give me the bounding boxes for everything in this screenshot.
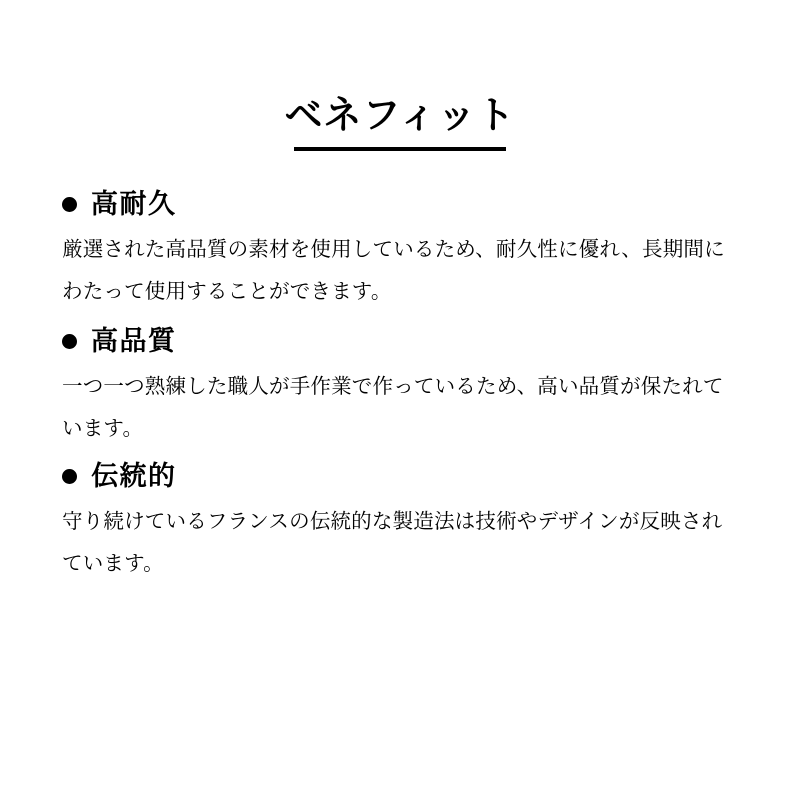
section-heading-label-1: 高耐久: [91, 188, 177, 220]
section-heading-1: [60, 187, 740, 222]
benefit-section-2: [60, 324, 740, 449]
filled-circle-bullet-icon: [62, 334, 77, 349]
section-heading-label-3: 伝統的: [91, 461, 177, 493]
benefit-section-3: [60, 459, 740, 584]
filled-circle-bullet-icon: [62, 469, 77, 484]
section-heading-2: [60, 324, 740, 359]
section-body-2: 一つ一つ熟練した職人が手作業で作っているため、高い品質が保たれています。: [62, 374, 724, 441]
section-body-1: 厳選された高品質の素材を使用しているため、耐久性に優れ、長期間にわたって使用することができます。: [62, 236, 725, 303]
section-heading-label-2: 高品質: [91, 325, 177, 357]
page-title-block: [60, 0, 740, 151]
benefit-sections: [60, 187, 740, 584]
page-title: ベネフィット: [284, 93, 516, 137]
section-heading-3: [60, 459, 740, 494]
title-underline: [294, 147, 506, 151]
section-body-3: 守り続けているフランスの伝統的な製造法は技術やデザインが反映されています。: [62, 509, 723, 576]
filled-circle-bullet-icon: [62, 197, 77, 212]
benefit-section-1: [60, 187, 740, 312]
